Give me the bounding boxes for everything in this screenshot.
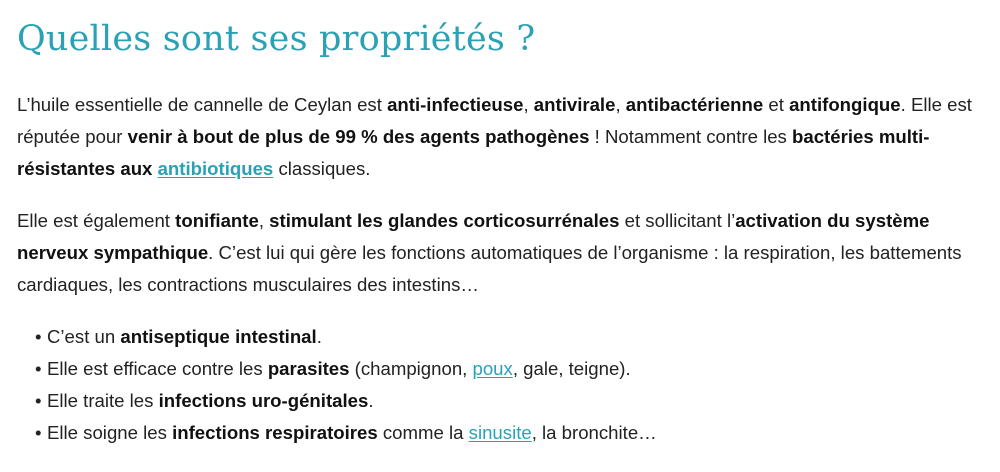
bullet-icon: • [35,390,42,411]
text: . [316,326,322,347]
article-section [17,14,983,449]
paragraph-properties [17,89,983,185]
bold-term: infections respiratoires [172,422,378,443]
bold-term-antivirale: antivirale [533,94,616,115]
link-antibiotiques[interactable]: antibiotiques [157,158,274,179]
list-item [35,417,983,449]
bold-phrase-glandes: stimulant les glandes corticosurrénales [269,210,620,231]
bold-phrase-pathogenes: venir à bout de plus de 99 % des agents pathogènes [127,126,590,147]
text: Elle est également [17,210,176,231]
bold-phrase-systeme-nerveux: activation du système nerveux sympathique [17,210,930,263]
text: , [258,210,270,231]
bold-term-antifongique: antifongique [789,94,901,115]
text: (champignon, [349,358,473,379]
text: L’huile essentielle de cannelle de Ceylan est [17,94,388,115]
bold-term-anti-infectieuse: anti-infectieuse [387,94,524,115]
link-poux[interactable]: poux [472,358,513,379]
text: Elle traite les [47,390,159,411]
bold-term: infections uro-génitales [158,390,369,411]
text: Elle est efficace contre les [47,358,268,379]
bullet-icon: • [35,422,42,443]
text: . C’est lui qui gère les fonctions automatiques de l’organisme : la respiration, les battements cardiaques, les contractions musculaires des intestins… [17,242,962,295]
text: et sollicitant l’ [619,210,736,231]
paragraph-nervous-system [17,205,983,301]
text: , la bronchite… [531,422,657,443]
text: , gale, teigne). [512,358,631,379]
text: classiques. [273,158,371,179]
bold-term: parasites [267,358,350,379]
link-sinusite[interactable]: sinusite [468,422,532,443]
list-item [35,353,983,385]
text: ! Notamment contre les [589,126,793,147]
bold-phrase-bacteries: bactéries multi-résistantes aux [17,126,930,179]
text: . Elle est réputée pour [17,94,972,147]
list-item [35,385,983,417]
bold-term: antiseptique intestinal [120,326,317,347]
bullet-icon: • [35,358,42,379]
text: , [523,94,534,115]
text: C’est un [47,326,121,347]
text: , [615,94,626,115]
text: et [763,94,790,115]
text: Elle soigne les [47,422,173,443]
bold-term-antibacterienne: antibactérienne [625,94,764,115]
text: comme la [377,422,469,443]
properties-list [17,321,983,449]
text: . [368,390,374,411]
bold-term-tonifiante: tonifiante [175,210,259,231]
list-item [35,321,983,353]
section-heading: Quelles sont ses propriétés ? [17,19,536,59]
bullet-icon: • [35,326,42,347]
